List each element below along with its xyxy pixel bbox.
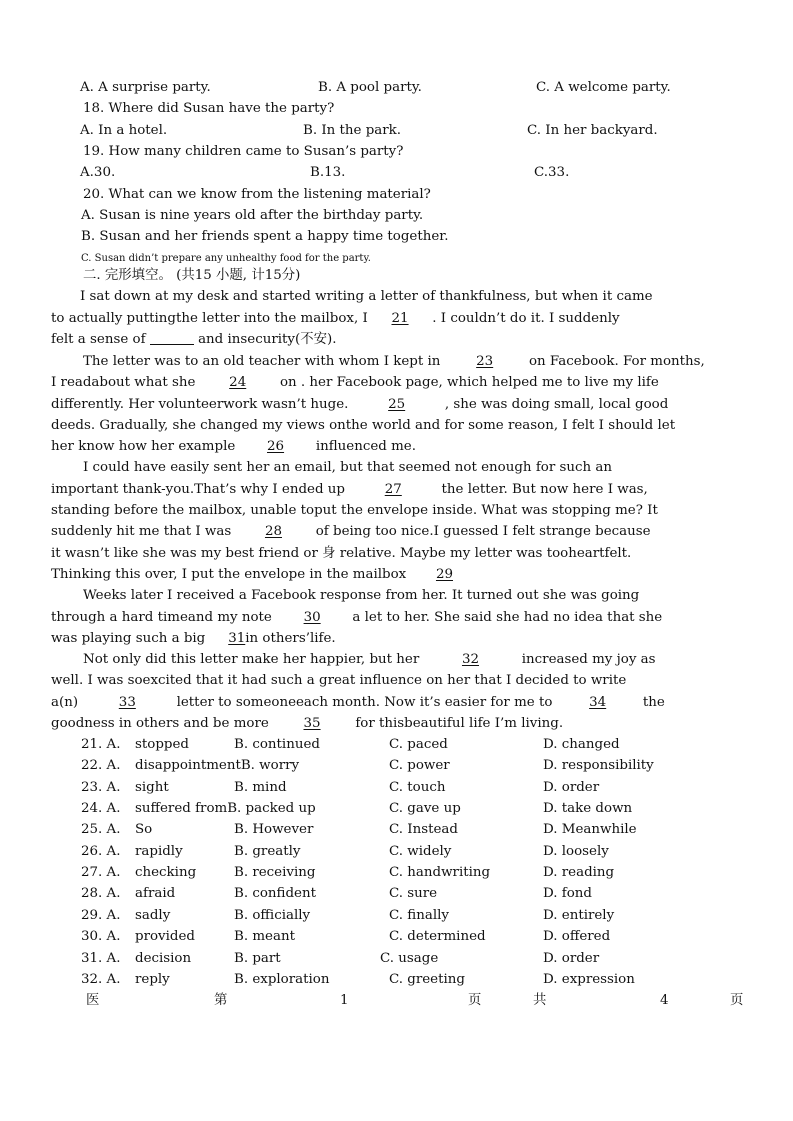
option-c: C. power — [389, 758, 450, 774]
text: through a hard timeand my note — [51, 610, 272, 625]
option-num: 30. A. — [81, 929, 121, 945]
p4-line2 — [51, 609, 662, 627]
text: differently. Her volunteerwork wasn’t huge. — [51, 397, 349, 412]
option-c: C. finally — [389, 907, 449, 923]
option-d: D. loosely — [543, 843, 609, 859]
blank-32: 32 — [461, 652, 480, 667]
p1-line2 — [51, 310, 620, 328]
blank-24: 24 — [229, 375, 247, 390]
option-num: 28. A. — [81, 886, 121, 902]
text: was playing such a big — [51, 631, 206, 646]
option-d: D. responsibility — [543, 758, 654, 774]
text: letter to someoneeach month. Now it’s easier for me to — [176, 695, 553, 710]
option-a: stopped — [135, 737, 189, 752]
text: felt a sense of — [51, 332, 146, 347]
footer-text: 4 — [660, 993, 669, 1008]
text: , she was doing small, local good — [444, 397, 669, 412]
option-b: B. mind — [234, 779, 287, 795]
option-b: B. part — [234, 950, 281, 966]
footer-text: 页 — [468, 993, 482, 1008]
p3-line1: I could have easily sent her an email, but that seemed not enough for such an — [83, 460, 612, 475]
blank-25: 25 — [388, 397, 406, 412]
p3-line5: it wasn’t like she was my best friend or 身 relative. Maybe my letter was tooheartfelt. — [51, 546, 632, 561]
blank-35: 35 — [303, 716, 321, 731]
option-num: 27. A. — [81, 865, 121, 881]
option-b: B. continued — [234, 737, 320, 752]
option-d: D. reading — [543, 865, 615, 881]
q20-question: 20. What can we know from the listening material? — [83, 187, 431, 202]
text: suddenly hit me that I was — [51, 524, 232, 539]
option-d: D. entirely — [543, 907, 615, 923]
option-d: D. order — [543, 950, 600, 966]
text: on . her Facebook page, which helped me to live my life — [279, 375, 659, 390]
blank-23: 23 — [476, 354, 494, 369]
p4-line1: Weeks later I received a Facebook response from her. It turned out she was going — [83, 588, 640, 603]
text: Not only did this letter make her happier, but her — [83, 652, 420, 667]
option-a: provided — [135, 929, 195, 945]
option-a: sadly — [135, 907, 171, 923]
option-num: 23. A. — [81, 779, 121, 795]
text: increased my joy as — [521, 652, 656, 667]
option-a: suffered fromB. packed up — [135, 801, 316, 817]
text: to actually puttingthe letter into the mailbox, I — [51, 311, 368, 326]
option-a: reply — [135, 971, 170, 987]
option-d: D. expression — [543, 971, 635, 987]
option-a: rapidly — [135, 843, 183, 859]
section-heading: 二. 完形填空。 (共15 小题, 计15分) — [83, 268, 301, 283]
footer-text: 页 — [730, 993, 744, 1008]
blank-27: 27 — [384, 482, 402, 497]
text: I readabout what she — [51, 375, 196, 390]
option-d: D. Meanwhile — [543, 822, 637, 838]
option-a: sight — [135, 779, 169, 795]
p1-line1: I sat down at my desk and started writing a letter of thankfulness, but when it came — [80, 289, 653, 304]
text: in others’life. — [245, 631, 336, 646]
blank-26: 26 — [267, 439, 285, 454]
option-num: 31. A. — [81, 950, 121, 966]
blank-28: 28 — [264, 524, 282, 539]
blank-30: 30 — [303, 610, 321, 625]
option-d: D. changed — [543, 737, 620, 752]
p2-line1 — [83, 353, 705, 371]
option-c: C. determined — [389, 929, 486, 945]
p5-line3 — [51, 694, 665, 712]
option-b: B. meant — [234, 929, 295, 945]
text: Thinking this over, I put the envelope in the mailbox — [51, 567, 407, 582]
p2-line2 — [51, 374, 659, 392]
p3-line3: standing before the mailbox, unable toput the envelope inside. What was stopping me? It — [51, 503, 658, 518]
q19-option-b: B.13. — [310, 165, 346, 180]
option-b: B. officially — [234, 907, 311, 923]
text: goodness in others and be more — [51, 716, 269, 731]
blank-21: 21 — [391, 311, 409, 326]
p5-line1 — [83, 651, 656, 669]
q17-option-a: A. A surprise party. — [80, 80, 211, 95]
p5-line4 — [51, 715, 563, 733]
footer-text: 医 — [86, 993, 100, 1008]
option-c: C. touch — [389, 779, 446, 795]
option-a: checking — [135, 865, 197, 881]
option-a: decision — [135, 950, 192, 966]
blank-31: 31 — [228, 631, 246, 646]
option-d: D. take down — [543, 801, 633, 817]
text: and insecurity(不安). — [198, 332, 337, 347]
q17-option-c: C. A welcome party. — [536, 80, 671, 95]
option-c: C. gave up — [389, 801, 461, 817]
option-b: B. exploration — [234, 971, 330, 987]
text: important thank-you.That’s why I ended up — [51, 482, 345, 497]
text: for thisbeautiful life I’m living. — [355, 716, 564, 731]
q20-option-a: A. Susan is nine years old after the birthday party. — [81, 208, 424, 223]
text: of being too nice.I guessed I felt strange because — [315, 524, 651, 539]
option-num: 32. A. — [81, 971, 121, 987]
option-num: 26. A. — [81, 843, 121, 859]
text: influenced me. — [315, 439, 416, 454]
option-b: B. greatly — [234, 843, 301, 859]
blank-33: 33 — [118, 695, 136, 710]
option-a: disappointmentB. worry — [135, 758, 300, 774]
q20-option-b: B. Susan and her friends spent a happy time together. — [81, 229, 449, 244]
p2-line5 — [51, 438, 416, 456]
text: a let to her. She said she had no idea that she — [352, 610, 663, 625]
option-d: D. order — [543, 779, 600, 795]
option-c: C. greeting — [389, 971, 465, 987]
p2-line3 — [51, 396, 668, 414]
option-a: afraid — [135, 886, 176, 902]
option-num: 21. A. — [81, 737, 121, 752]
text: on Facebook. For months, — [528, 354, 705, 369]
q17-option-b: B. A pool party. — [318, 80, 422, 95]
p3-line2 — [51, 481, 648, 499]
option-d: D. fond — [543, 886, 592, 902]
blank-29: 29 — [435, 567, 453, 582]
blank-22 — [150, 331, 194, 345]
option-b: B. However — [234, 822, 314, 838]
footer-text: 共 — [533, 993, 547, 1008]
text: her know how her example — [51, 439, 236, 454]
option-c: C. Instead — [389, 822, 458, 838]
q18-option-c: C. In her backyard. — [527, 123, 658, 138]
option-num: 25. A. — [81, 822, 121, 838]
p2-line4: deeds. Gradually, she changed my views onthe world and for some reason, I felt I should let — [51, 418, 676, 433]
footer-text: 1 — [340, 993, 349, 1008]
text: the — [642, 695, 665, 710]
text: . I couldn’t do it. I suddenly — [432, 311, 620, 326]
option-d: D. offered — [543, 929, 611, 945]
option-b: B. receiving — [234, 865, 316, 881]
text: The letter was to an old teacher with whom I kept in — [83, 354, 441, 369]
q18-option-a: A. In a hotel. — [80, 123, 168, 138]
q18-question: 18. Where did Susan have the party? — [83, 101, 335, 116]
footer-text: 第 — [214, 993, 228, 1008]
p3-line6 — [51, 566, 478, 584]
q19-question: 19. How many children came to Susan’s party? — [83, 144, 404, 159]
q20-option-c: C. Susan didn’t prepare any unhealthy food for the party. — [81, 253, 371, 264]
option-c: C. sure — [389, 886, 438, 902]
q18-option-b: B. In the park. — [303, 123, 402, 138]
option-c: C. paced — [389, 737, 448, 752]
q19-option-a: A.30. — [80, 165, 116, 180]
option-c: C. widely — [389, 843, 452, 859]
option-c: C. handwriting — [389, 865, 491, 881]
option-num: 24. A. — [81, 801, 121, 817]
option-num: 29. A. — [81, 907, 121, 923]
blank-34: 34 — [589, 695, 607, 710]
text: the letter. But now here I was, — [441, 482, 648, 497]
option-num: 22. A. — [81, 758, 121, 774]
option-c: C. usage — [380, 950, 439, 966]
q19-option-c: C.33. — [534, 165, 570, 180]
p3-line4 — [51, 523, 651, 541]
option-b: B. confident — [234, 886, 316, 902]
text: a(n) — [51, 695, 79, 710]
p4-line3 — [51, 630, 336, 648]
p5-line2: well. I was soexcited that it had such a great influence on her that I decided to write — [51, 673, 627, 688]
p1-line3 — [51, 331, 336, 349]
option-a: So — [135, 822, 153, 838]
